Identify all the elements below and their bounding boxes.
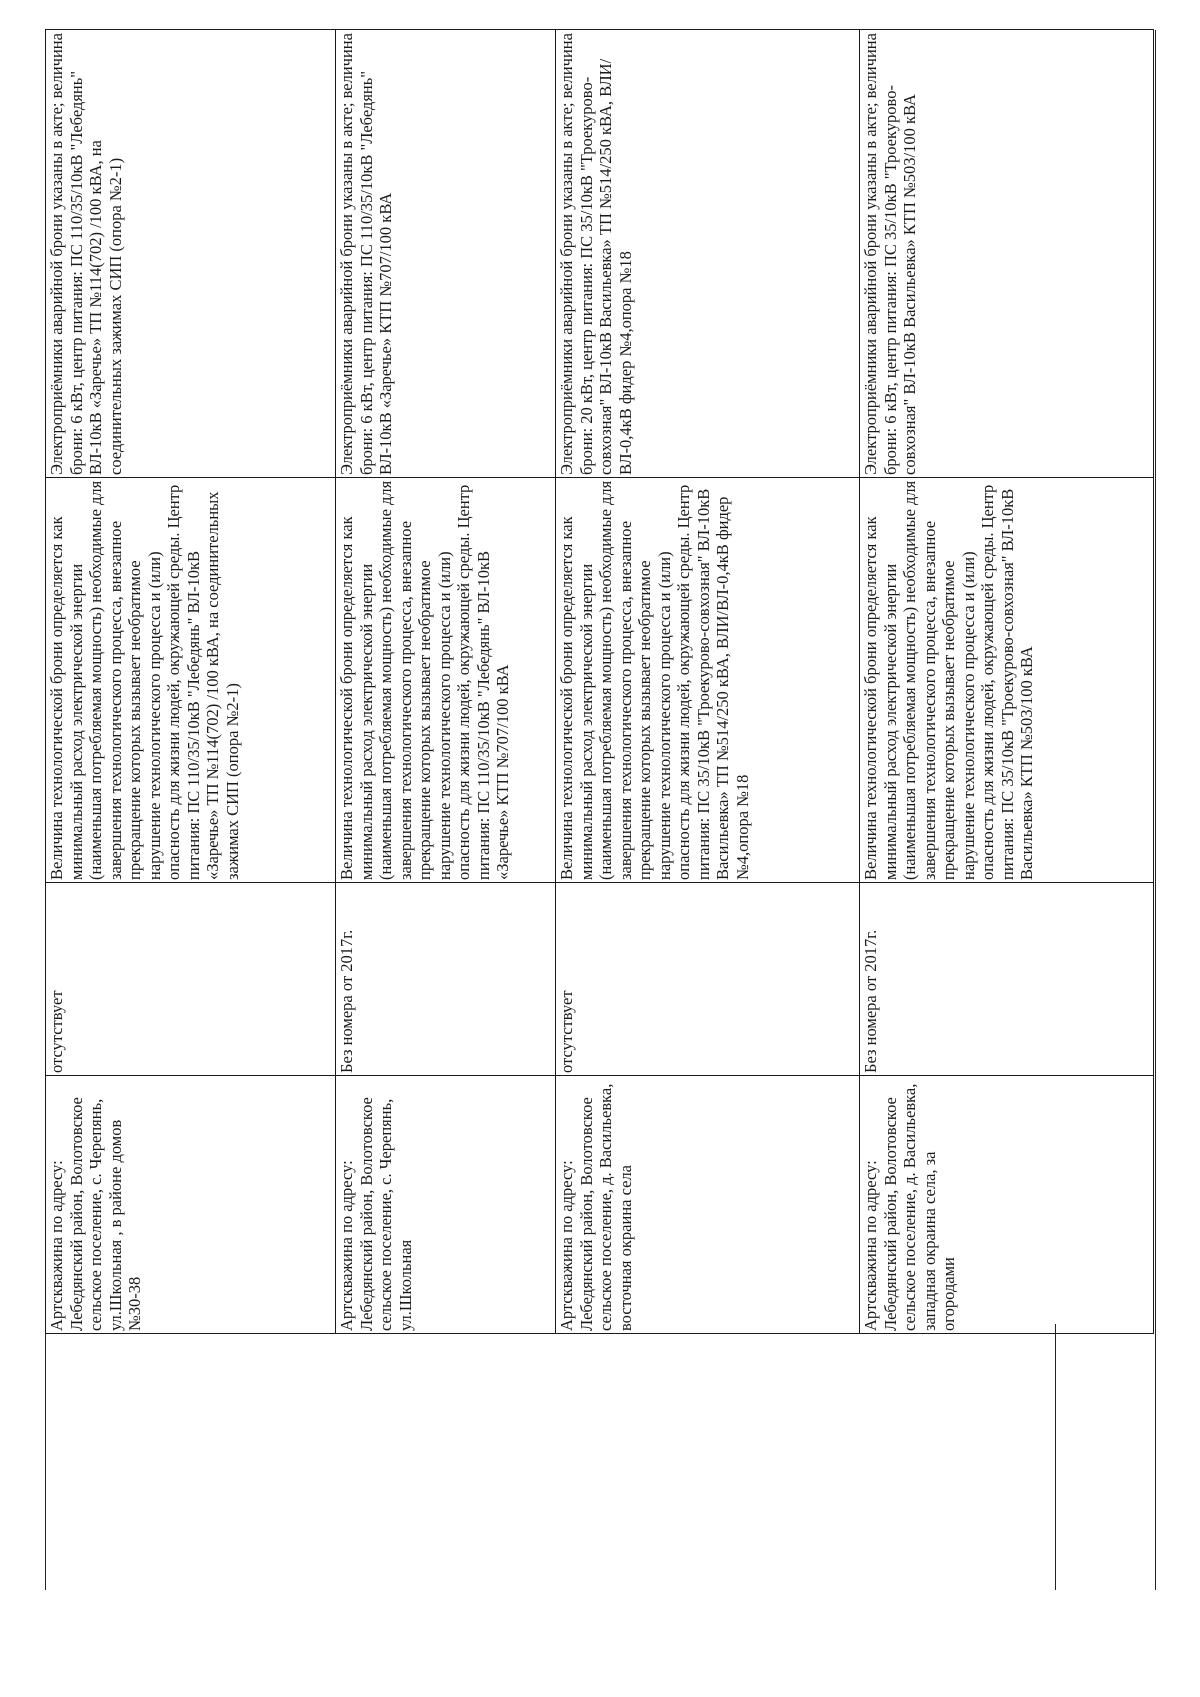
margin-rule xyxy=(1055,1324,1056,1590)
table-row xyxy=(860,30,1154,1334)
table-row xyxy=(46,30,336,1334)
emergency-reserve-cell: Электроприёмники аварийной брони указаны в акте; величина брони: 6 кВт, центр питания: ПС 35/10кВ "Троекурово-совхозная" ВЛ-10кВ Васильевка» КТП №503/100 кВА xyxy=(860,30,1154,478)
tech-reserve-cell: Величина технологической брони определяется как минимальный расход электрической энергии (наименьшая потребляемая мощность) необходимые для завершения технологического процесса, внезапное прекращение которых вызывает необратимое нарушение технологического процесса и (или) опасность для жизни людей, окружающей среды. Центр питания: ПС 110/35/10кВ "Лебедянь" ВЛ-10кВ «Заречье» ТП №114(702) /100 кВА, на соединительных зажимах СИП (опора №2-1) xyxy=(46,478,336,883)
act-cell: отсутствует xyxy=(556,883,860,1076)
emergency-reserve-cell: Электроприёмники аварийной брони указаны в акте; величина брони: 20 кВт, центр питания: ПС 35/10кВ "Троекурово-совхозная" ВЛ-10кВ Васильевка» ТП №514/250 кВА, ВЛИ/ВЛ-0,4кВ фидер №4,опора №18 xyxy=(556,30,860,478)
tech-reserve-cell: Величина технологической брони определяется как минимальный расход электрической энергии (наименьшая потребляемая мощность) необходимые для завершения технологического процесса, внезапное прекращение которых вызывает необратимое нарушение технологического процесса и (или) опасность для жизни людей, окружающей среды. Центр питания: ПС 35/10кВ "Троекурово-совхозная" ВЛ-10кВ Васильевка» ТП №514/250 кВА, ВЛИ/ВЛ-0,4кВ фидер №4,опора №18 xyxy=(556,478,860,883)
bottom-rule xyxy=(1155,30,1156,1590)
act-cell: Без номера от 2017г. xyxy=(860,883,1154,1076)
emergency-reserve-cell: Электроприёмники аварийной брони указаны в акте; величина брони: 6 кВт, центр питания: ПС 110/35/10кВ "Лебедянь" ВЛ-10кВ «Заречье» ТП №114(702) /100 кВА, на соединительных зажимах СИП (опора №2-1) xyxy=(46,30,336,478)
reserve-table xyxy=(45,29,1154,1334)
table-row xyxy=(556,30,860,1334)
table-row xyxy=(336,30,556,1334)
tech-reserve-cell: Величина технологической брони определяется как минимальный расход электрической энергии (наименьшая потребляемая мощность) необходимые для завершения технологического процесса, внезапное прекращение которых вызывает необратимое нарушение технологического процесса и (или) опасность для жизни людей, окружающей среды. Центр питания: ПС 35/10кВ "Троекурово-совхозная" ВЛ-10кВ Васильевка» КТП №503/100 кВА xyxy=(860,478,1154,883)
tech-reserve-cell: Величина технологической брони определяется как минимальный расход электрической энергии (наименьшая потребляемая мощность) необходимые для завершения технологического процесса, внезапное прекращение которых вызывает необратимое нарушение технологического процесса и (или) опасность для жизни людей, окружающей среды. Центр питания: ПС 110/35/10кВ "Лебедянь" ВЛ-10кВ «Заречье» КТП №707/100 кВА xyxy=(336,478,556,883)
act-cell: отсутствует xyxy=(46,883,336,1076)
object-cell: Артскважина по адресу: Лебедянский район, Волотовское сельское поселение, с. Черепянь, ул.Школьная , в районе домов №30-38 xyxy=(46,1076,336,1334)
object-cell: Артскважина по адресу: Лебедянский район, Волотовское сельское поселение, с. Черепянь, ул.Школьная xyxy=(336,1076,556,1334)
object-cell: Артскважина по адресу: Лебедянский район, Волотовское сельское поселение, д. Васильевка, западная окраина села, за огородами xyxy=(860,1076,1154,1334)
act-cell: Без номера от 2017г. xyxy=(336,883,556,1076)
object-cell: Артскважина по адресу: Лебедянский район, Волотовское сельское поселение, д. Васильевка, восточная окраина села xyxy=(556,1076,860,1334)
emergency-reserve-cell: Электроприёмники аварийной брони указаны в акте; величина брони: 6 кВт, центр питания: ПС 110/35/10кВ "Лебедянь" ВЛ-10кВ «Заречье» КТП №707/100 кВА xyxy=(336,30,556,478)
rotated-page-content xyxy=(45,30,1155,1590)
